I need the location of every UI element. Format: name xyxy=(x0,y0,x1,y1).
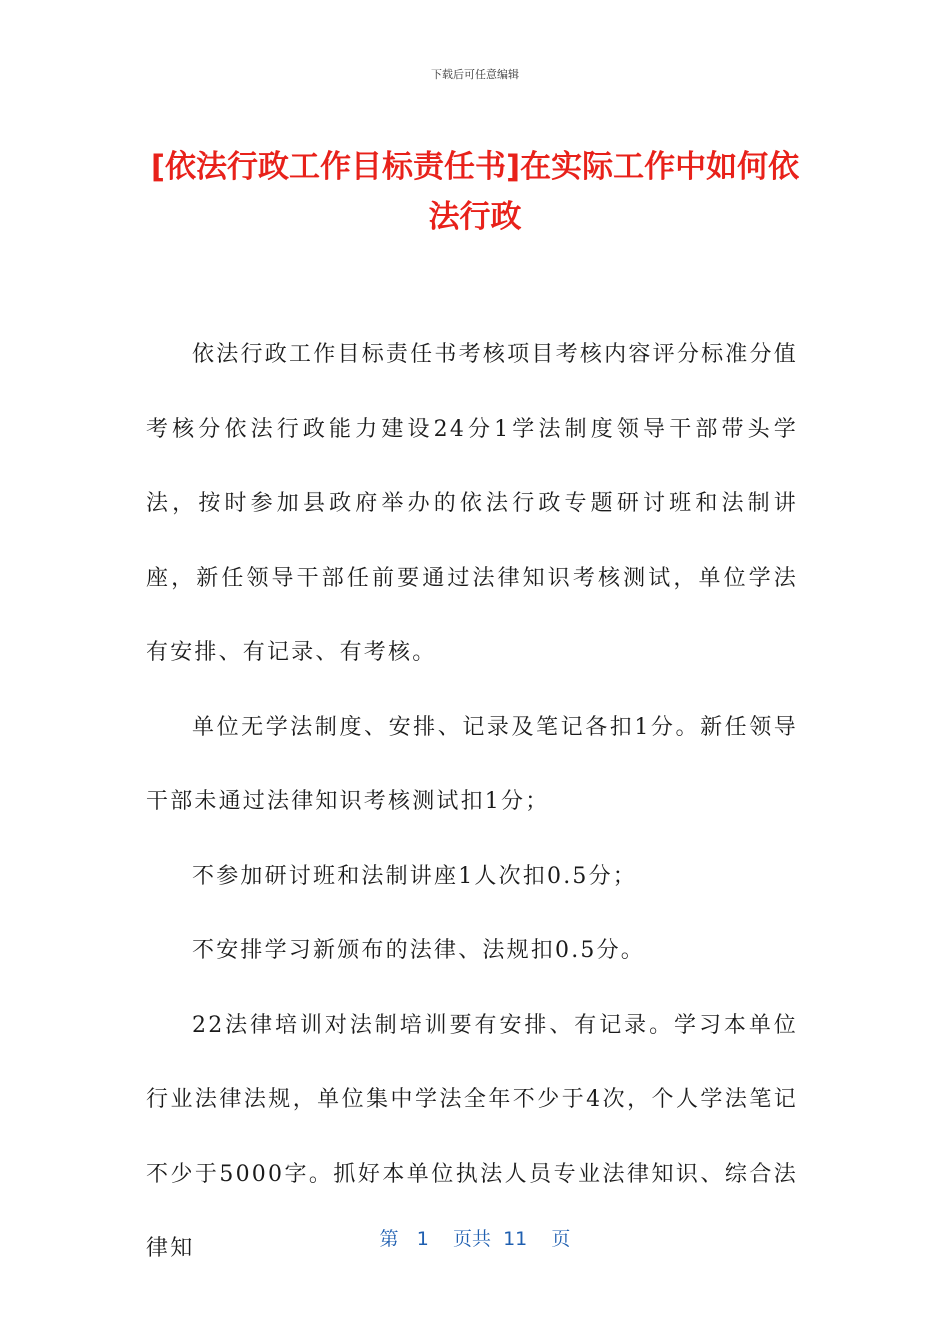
footer-prefix: 第 xyxy=(379,1228,399,1250)
paragraph: 不安排学习新颁布的法律、法规扣0.5分。 xyxy=(192,938,645,963)
total-page-count: 11 xyxy=(503,1228,528,1250)
document-body xyxy=(146,318,798,1287)
paragraph: 不参加研讨班和法制讲座1人次扣0.5分； xyxy=(192,863,637,889)
header-note: 下载后可任意编辑 xyxy=(431,68,519,81)
paragraph: 单位无学法制度、安排、记录及笔记各扣1分。新任领导干部未通过法律知识考核测试扣1分； xyxy=(146,714,798,814)
paragraph: 22法律培训对法制培训要有安排、有记录。学习本单位行业法律法规，单位集中学法全年不少于4次，个人学法笔记不少于5000字。抓好本单位执法人员专业法律知识、综合法律知 xyxy=(146,1012,798,1261)
footer-middle: 页共 xyxy=(452,1228,491,1250)
document-title: [依法行政工作目标责任书]在实际工作中如何依法行政 xyxy=(150,149,800,235)
paragraph: 依法行政工作目标责任书考核项目考核内容评分标准分值考核分依法行政能力建设24分1学法制度领导干部带头学法，按时参加县政府举办的依法行政专题研讨班和法制讲座，新任领导干部任前要通过法律知识考核测试，单位学法有安排、有记录、有考核。 xyxy=(146,342,798,665)
footer-suffix: 页 xyxy=(551,1228,571,1250)
page-footer xyxy=(0,1224,950,1251)
current-page-number: 1 xyxy=(416,1228,429,1250)
